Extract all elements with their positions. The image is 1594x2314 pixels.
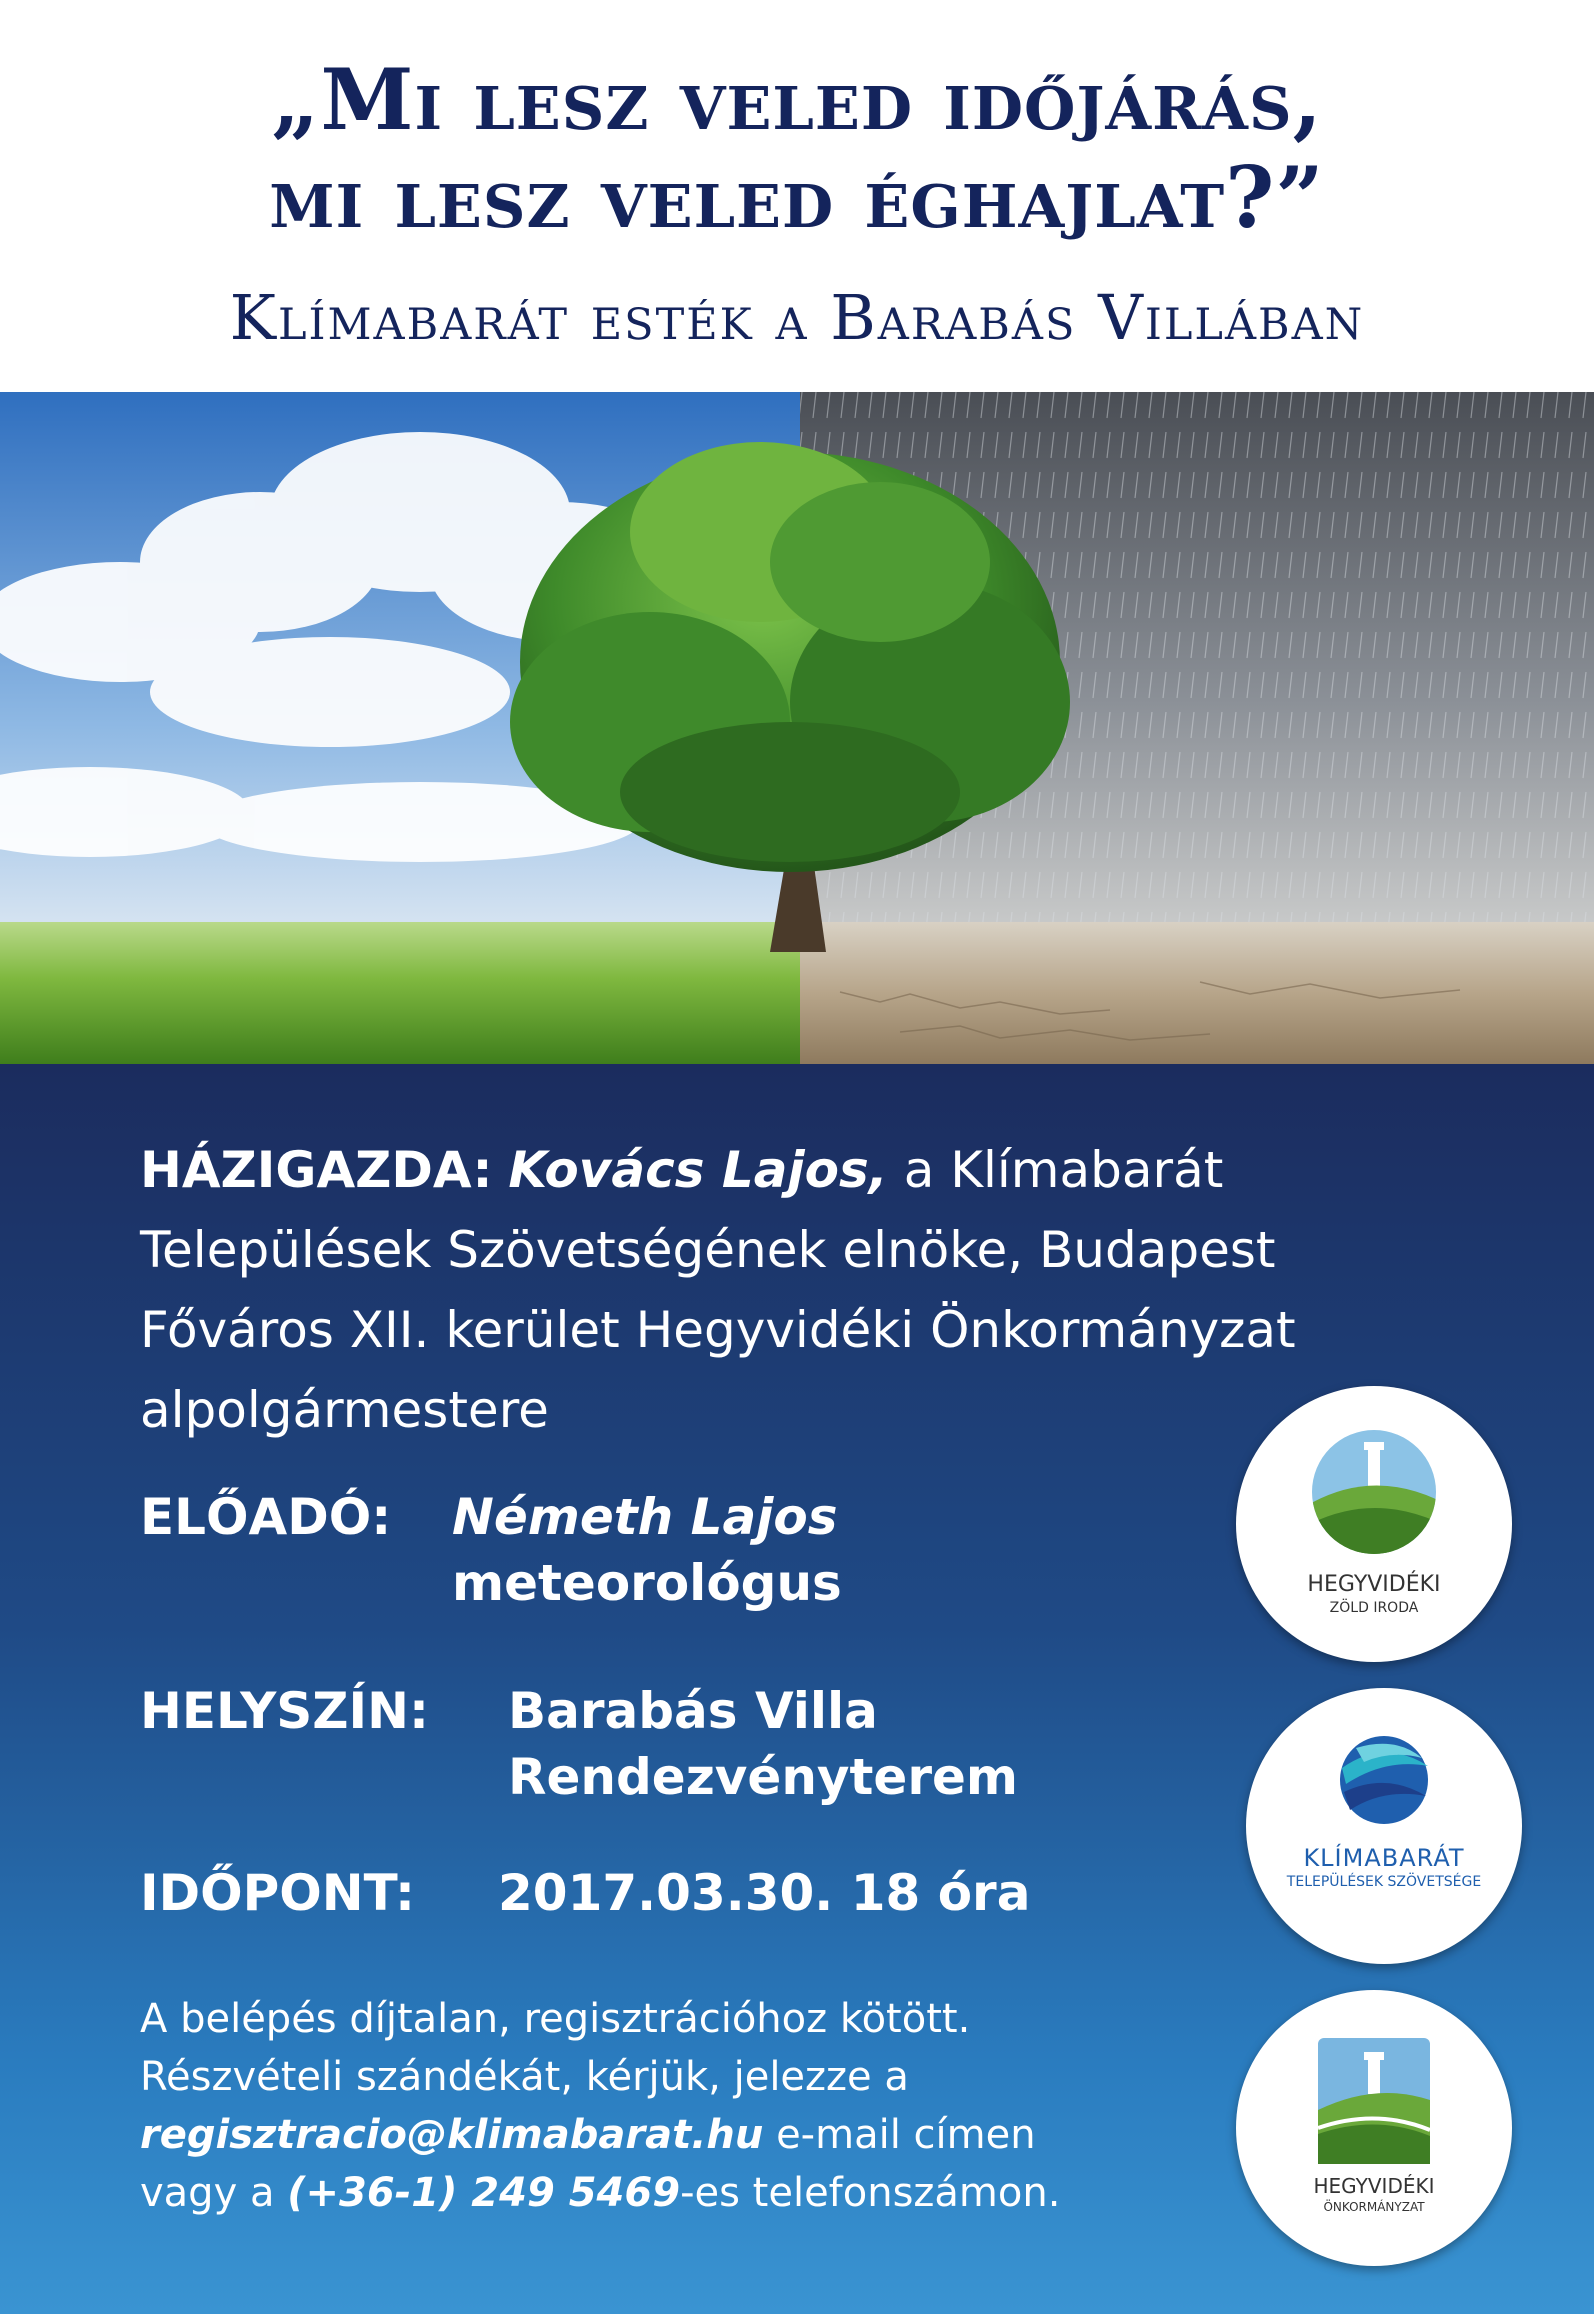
tree-scene-illustration [0, 392, 1594, 1064]
subtitle: Klímabarát esték a Barabás Villában [229, 281, 1365, 354]
time-value: 2017.03.30. 18 óra [498, 1864, 1031, 1922]
registration-block [140, 1990, 1060, 2222]
logo-2-sub: TELEPÜLÉSEK SZÖVETSÉGE [1286, 1874, 1482, 1890]
green-office-hill-icon [1236, 1386, 1512, 1662]
poster-header [0, 0, 1594, 392]
host-line-1 [140, 1130, 1296, 1210]
registration-line-2: Részvételi szándékát, kérjük, jelezze a [140, 2054, 909, 2100]
registration-line-4-suffix: -es telefonszámon. [680, 2170, 1061, 2216]
venue-label: HELYSZÍN: [140, 1682, 429, 1740]
registration-line-3 [140, 2106, 1060, 2164]
logo-2-name: KLÍMABARÁT [1303, 1844, 1465, 1872]
speaker-role: meteorológus [452, 1554, 842, 1612]
logo-hegyvideki-onkormanyzat [1236, 1990, 1512, 2266]
venue-line-1: Barabás Villa [508, 1682, 878, 1740]
title-line-1: „Mi lesz veled időjárás, [271, 50, 1323, 149]
logo-1-sub: ZÖLD IRODA [1329, 1600, 1419, 1616]
registration-line-4 [140, 2164, 1060, 2222]
registration-email-link[interactable]: regisztracio@klimabarat.hu [140, 2112, 764, 2158]
logo-klimabarat-telepulesek [1246, 1688, 1522, 1964]
host-line-2: Települések Szövetségének elnöke, Budapest [140, 1221, 1276, 1279]
speaker-label: ELŐADÓ: [140, 1488, 392, 1546]
speaker-name: Németh Lajos [452, 1488, 838, 1546]
logo-1-name: HEGYVIDÉKI [1307, 1572, 1441, 1597]
globe-swirl-icon [1246, 1688, 1522, 1964]
logo-3-sub: ÖNKORMÁNYZAT [1323, 2200, 1425, 2214]
host-name: Kovács Lajos, [508, 1141, 888, 1199]
host-line-4: alpolgármestere [140, 1381, 549, 1439]
registration-line-4-prefix: vagy a [140, 2170, 275, 2216]
title-line-2: mi lesz veled éghajlat?” [269, 148, 1325, 247]
event-info-panel [0, 1064, 1594, 2314]
host-line-3: Főváros XII. kerület Hegyvidéki Önkormányzat [140, 1301, 1296, 1359]
host-label: HÁZIGAZDA: [140, 1141, 493, 1199]
venue-line-2: Rendezvényterem [508, 1748, 1018, 1806]
registration-phone[interactable]: (+36-1) 249 5469 [287, 2170, 681, 2216]
host-line-1-rest: a Klímabarát [903, 1141, 1224, 1199]
time-label: IDŐPONT: [140, 1864, 415, 1922]
tower-hill-icon [1236, 1990, 1512, 2266]
registration-line-3-rest: e-mail címen [776, 2112, 1036, 2158]
logo-hegyvideki-zold-iroda [1236, 1386, 1512, 1662]
logo-3-name: HEGYVIDÉKI [1313, 2174, 1435, 2198]
registration-line-1: A belépés díjtalan, regisztrációhoz kötött. [140, 1996, 971, 2042]
host-block [140, 1130, 1296, 1450]
climate-tree-image [0, 392, 1594, 1064]
